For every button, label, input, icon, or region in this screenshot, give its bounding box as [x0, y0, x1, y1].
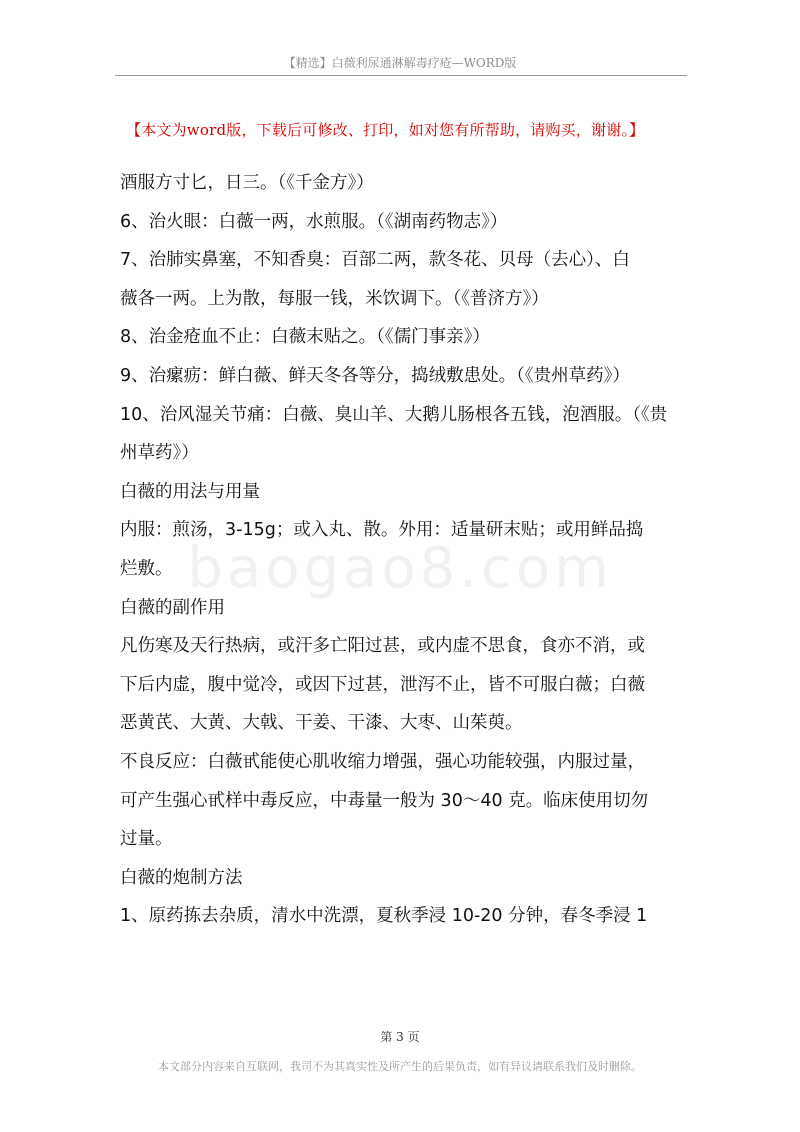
text-line: 9、治瘰疬：鲜白薇、鲜天冬各等分，捣绒敷患处。（《贵州草药》） [120, 365, 630, 386]
header-divider [115, 75, 687, 76]
text-line: 烂敷。 [120, 558, 173, 579]
text-line: 内服：煎汤，3-15g；或入丸、散。外用：适量研末贴；或用鲜品捣 [120, 520, 644, 541]
text-line: 过量。 [120, 829, 173, 850]
section-heading: 白薇的炮制方法 [120, 867, 243, 888]
text-line: 7、治肺实鼻塞，不知香臭：百部二两，款冬花、贝母（去心）、白 [120, 250, 630, 271]
footer-disclaimer: 本文部分内容来自互联网，我司不为其真实性及所产生的后果负责，如有异议请联系我们及时删除。 [158, 1060, 642, 1073]
page-number: 第 3 页 [380, 1030, 420, 1044]
watermark: baogao8.com [187, 536, 613, 601]
text-line: 恶黄芪、大黄、大戟、干姜、干漆、大枣、山茱萸。 [120, 713, 523, 734]
document-header: 【精选】白薇利尿通淋解毒疗疮—WORD版 [283, 56, 517, 70]
document-body [120, 164, 692, 936]
text-line: 薇各一两。上为散，每服一钱，米饮调下。（《普济方》） [120, 288, 549, 309]
text-line: 酒服方寸匕，日三。（《千金方》） [120, 173, 374, 193]
section-heading: 白薇的副作用 [120, 597, 225, 618]
text-line: 州草药》） [120, 443, 199, 464]
text-line: 下后内虚，腹中觉冷，或因下过甚，泄泻不止，皆不可服白薇；白薇 [120, 674, 645, 695]
text-line: 1、原药拣去杂质，清水中洗漂，夏秋季浸 10-20 分钟，春冬季浸 1 [120, 906, 648, 927]
text-line: 凡伤寒及天行热病，或汗多亡阳过甚，或内虚不思食，食亦不消，或 [120, 636, 645, 657]
text-line: 6、治火眼：白薇一两，水煎服。（《湖南药物志》） [120, 211, 508, 232]
text-line: 可产生强心甙样中毒反应，中毒量一般为 30～40 克。临床使用切勿 [120, 790, 649, 811]
text-line: 10、治风湿关节痛：白薇、臭山羊、大鹅儿肠根各五钱，泡酒服。（《贵 [120, 404, 668, 425]
purchase-notice: 【本文为word版，下载后可修改、打印，如对您有所帮助，请购买，谢谢。】 [126, 121, 645, 139]
text-line: 8、治金疮血不止：白薇末贴之。（《儒门事亲》） [120, 327, 490, 348]
section-heading: 白薇的用法与用量 [120, 481, 260, 502]
text-line: 不良反应：白薇甙能使心肌收缩力增强，强心功能较强，内服过量， [120, 751, 645, 772]
